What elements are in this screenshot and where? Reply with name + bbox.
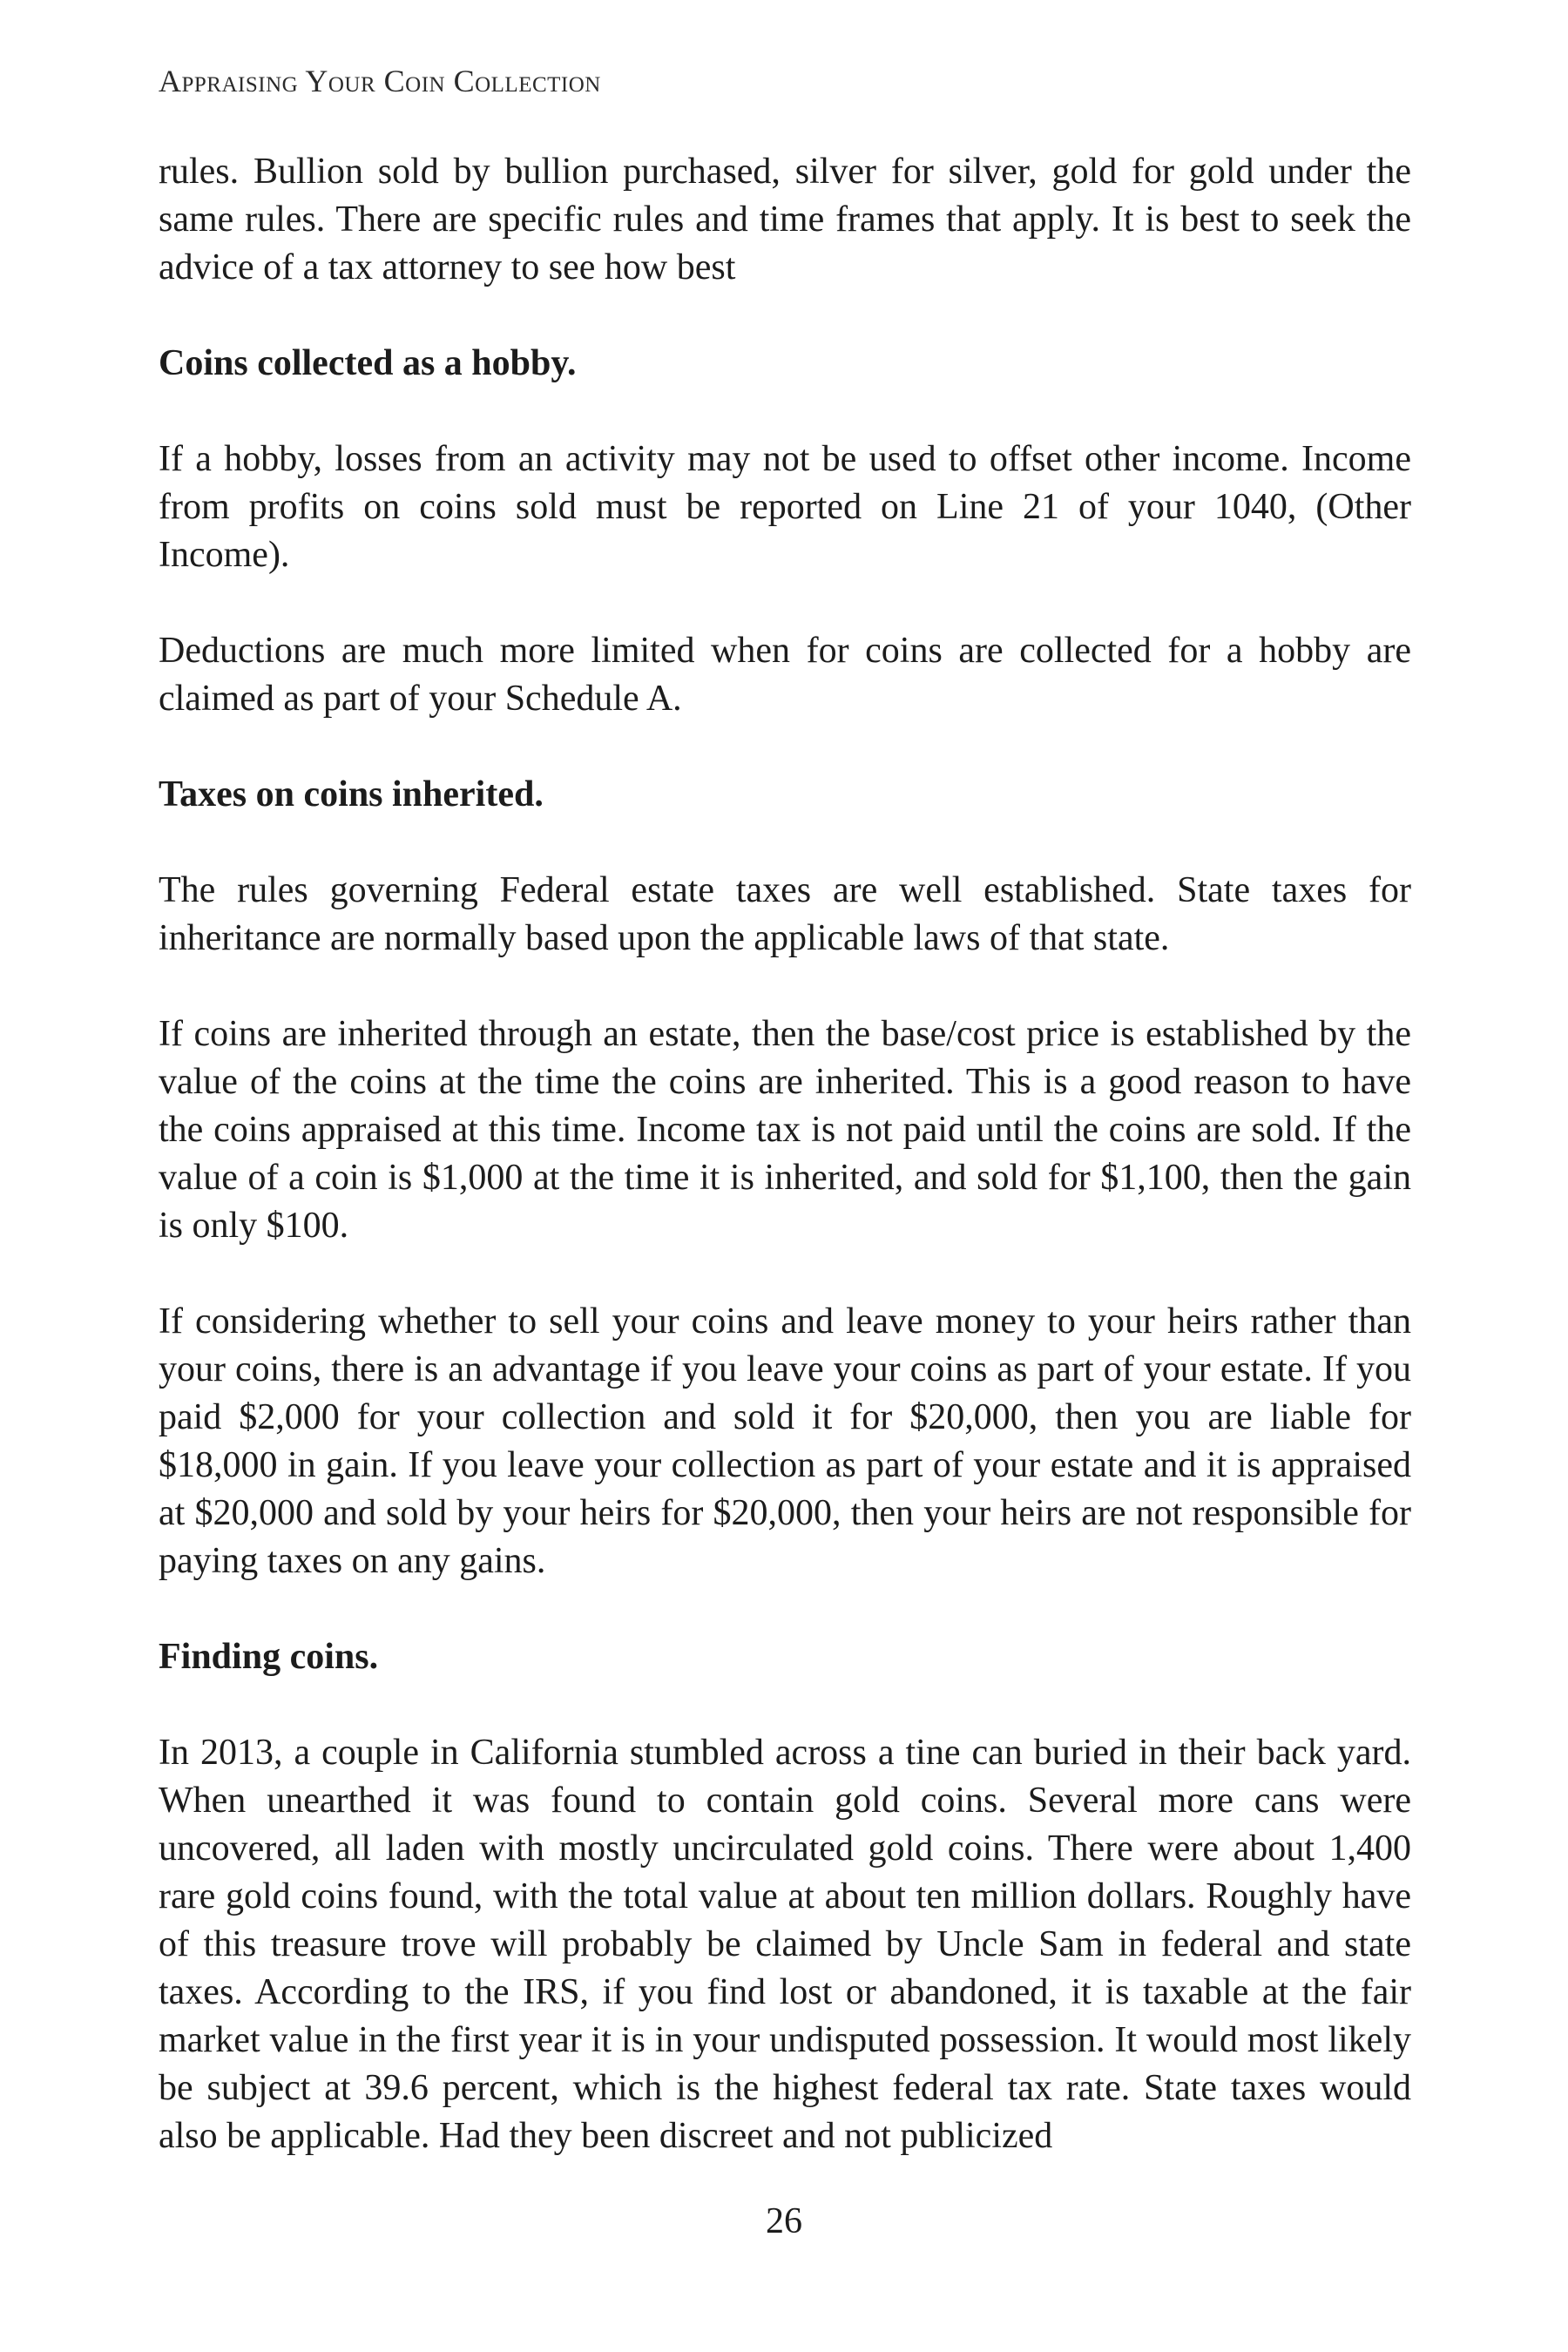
paragraph-leave-to-heirs: If considering whether to sell your coins and leave money to your heirs rather than your coins, there is an advantage if you leave your coins as part of your estate. If you paid $2,000 for your collection and sold it for $20,000, then you are liable for $18,000 in gain. If you leave your collection as part of your estate and it is appraised at $20,000 and sold by your heirs for $20,000, then your heirs are not responsible for paying taxes on any gains.	[159, 1301, 1411, 1581]
heading-finding: Finding coins.	[159, 1637, 379, 1677]
paragraph-bullion-rules: rules. Bullion sold by bullion purchased, silver for silver, gold for gold under the same rules. There are specific rules and time frames that apply. It is best to seek the advice of a tax attorney to see how best	[159, 152, 1411, 287]
page-number: 26	[766, 2201, 802, 2241]
body-text	[159, 148, 1411, 2208]
paragraph-estate-taxes: The rules governing Federal estate taxes are well established. State taxes for inheritance are normally based upon the applicable laws of that state.	[159, 870, 1411, 958]
paragraph-hobby-losses: If a hobby, losses from an activity may not be used to offset other income. Income from profits on coins sold must be reported on Line 21 of your 1040, (Other Income).	[159, 439, 1411, 575]
paragraph-inherited-basis: If coins are inherited through an estate, then the base/cost price is established by the value of the coins at the time the coins are inherited. This is a good reason to have the coins appraised at this time. Income tax is not paid until the coins are sold. If the value of a coin is $1,000 at the time it is inherited, and sold for $1,100, then the gain is only $100.	[159, 1014, 1411, 1246]
running-head: Appraising Your Coin Collection	[159, 64, 601, 98]
paragraph-found-coins: In 2013, a couple in California stumbled across a tine can buried in their back yard. When unearthed it was found to contain gold coins. Several more cans were uncovered, all laden with mostly uncirculated gold coins. There were about 1,400 rare gold coins found, with the total value at about ten million dollars. Roughly have of this treasure trove will probably be claimed by Uncle Sam in federal and state taxes. According to the IRS, if you find lost or abandoned, it is taxable at the fair market value in the first year it is in your undisputed possession. It would most likely be subject at 39.6 percent, which is the highest federal tax rate. State taxes would also be applicable. Had they been discreet and not publicized	[159, 1733, 1411, 2156]
heading-hobby: Coins collected as a hobby.	[159, 343, 577, 383]
paragraph-hobby-deductions: Deductions are much more limited when for coins are collected for a hobby are claimed as part of your Schedule A.	[159, 631, 1411, 719]
heading-inherited: Taxes on coins inherited.	[159, 774, 544, 814]
